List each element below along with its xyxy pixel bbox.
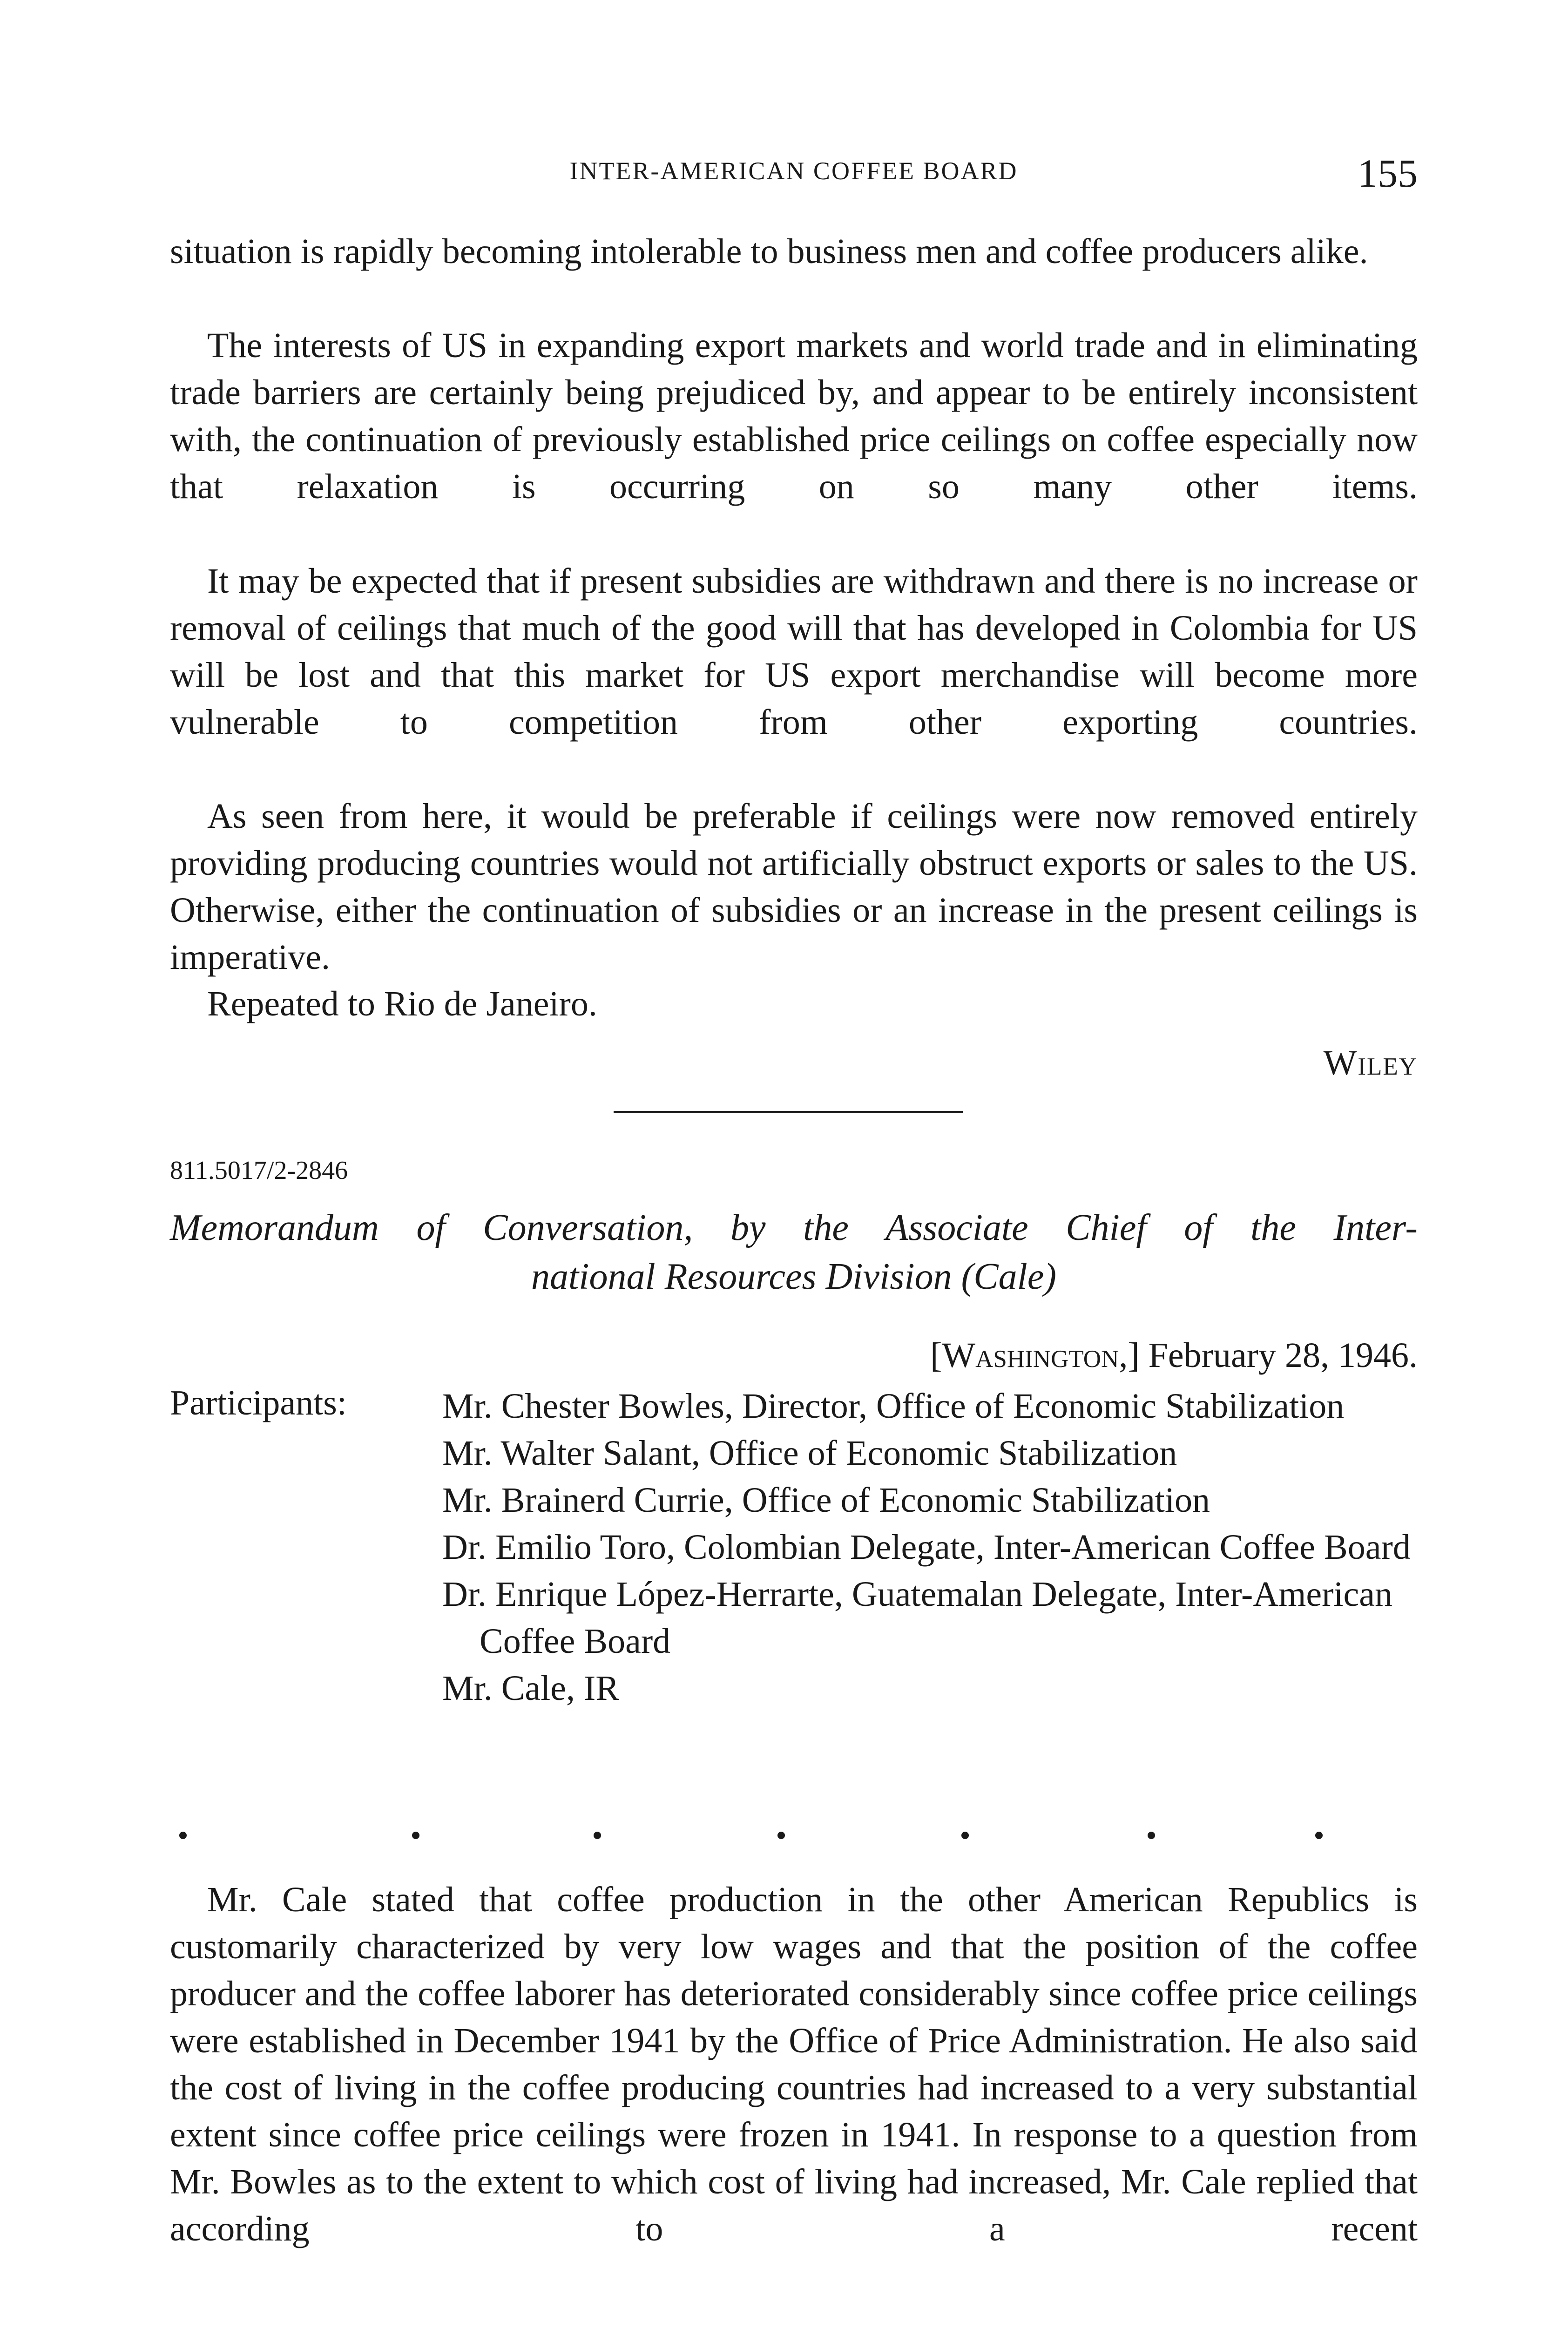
paragraph-repeated: Repeated to Rio de Janeiro.	[207, 984, 597, 1023]
paragraph-subsidies: It may be expected that if present subsidies are withdrawn and there is no increase or removal of ceilings that much of the good will that has developed in Colombia for US will be lost and that this market for US export merchandise will become more vulnerable to competition from other exporting countries.	[170, 562, 1418, 742]
dateline	[930, 1335, 1418, 1376]
memo-title	[170, 1204, 1418, 1301]
paragraph-interests: The interests of US in expanding export markets and world trade and in eliminating trade barriers are certainly being prejudiced by, and appear to be entirely inconsistent with, the continuation of previously established price ceilings on coffee especially now that relaxation is occurring on so many other items.	[170, 326, 1418, 506]
dateline-city: [Washington,]	[930, 1336, 1140, 1375]
participant: Mr. Cale, IR	[442, 1669, 619, 1708]
page-number: 155	[1358, 151, 1418, 196]
participant: Dr. Enrique López-Herrarte, Guatemalan Delegate, Inter-American Coffee Board	[442, 1575, 1392, 1661]
participant: Mr. Walter Salant, Office of Economic Stabilization	[442, 1434, 1177, 1473]
page-header	[170, 150, 1418, 201]
dateline-date: February 28, 1946.	[1148, 1336, 1418, 1375]
participant: Mr. Chester Bowles, Director, Office of Economic Stabilization	[442, 1387, 1345, 1426]
paragraph-situation: situation is rapidly becoming intolerable to business men and coffee producers alike.	[170, 232, 1368, 271]
participant: Dr. Emilio Toro, Colombian Delegate, Inter-American Coffee Board	[442, 1528, 1411, 1567]
signature: Wiley	[1323, 1043, 1418, 1083]
memo-title-line-1: Memorandum of Conversation, by the Associate Chief of the Inter-	[170, 1207, 1418, 1248]
running-head: INTER-AMERICAN COFFEE BOARD	[569, 157, 1018, 185]
memo-title-line-2: national Resources Division (Cale)	[531, 1256, 1056, 1297]
omission-ellipsis	[170, 1820, 1418, 1848]
ellipsis-dot	[777, 1832, 785, 1839]
participant: Mr. Brainerd Currie, Office of Economic Stabilization	[442, 1481, 1210, 1520]
paragraph-ceilings: As seen from here, it would be preferable if ceilings were now removed entirely providing producing countries would not artificially obstruct exports or sales to the US. Otherwise, either the continuation of subsidies or an increase in the present ceilings is imperative.	[170, 797, 1418, 977]
ellipsis-dot	[179, 1832, 187, 1839]
file-number: 811.5017/2-2846	[170, 1156, 348, 1185]
participants-label: Participants:	[170, 1383, 347, 1422]
ellipsis-dot	[594, 1832, 601, 1839]
ellipsis-dot	[961, 1832, 969, 1839]
ellipsis-dot	[1315, 1832, 1323, 1839]
paragraph-cale-statement: Mr. Cale stated that coffee production in the other American Republics is customarily characterized by very low wages and that the position of the coffee producer and the coffee laborer has deteriorated considerably since coffee price ceilings were established in December 1941 by the Office of Price Administration. He also said the cost of living in the coffee producing countries had increased to a very substantial extent since coffee price ceilings were frozen in 1941. In response to a question from Mr. Bowles as to the extent to which cost of living had increased, Mr. Cale replied that according to a recent	[170, 1880, 1418, 2248]
ellipsis-dot	[412, 1832, 419, 1839]
participants-list	[442, 1383, 1418, 1712]
section-divider	[614, 1111, 963, 1113]
ellipsis-dot	[1148, 1832, 1155, 1839]
